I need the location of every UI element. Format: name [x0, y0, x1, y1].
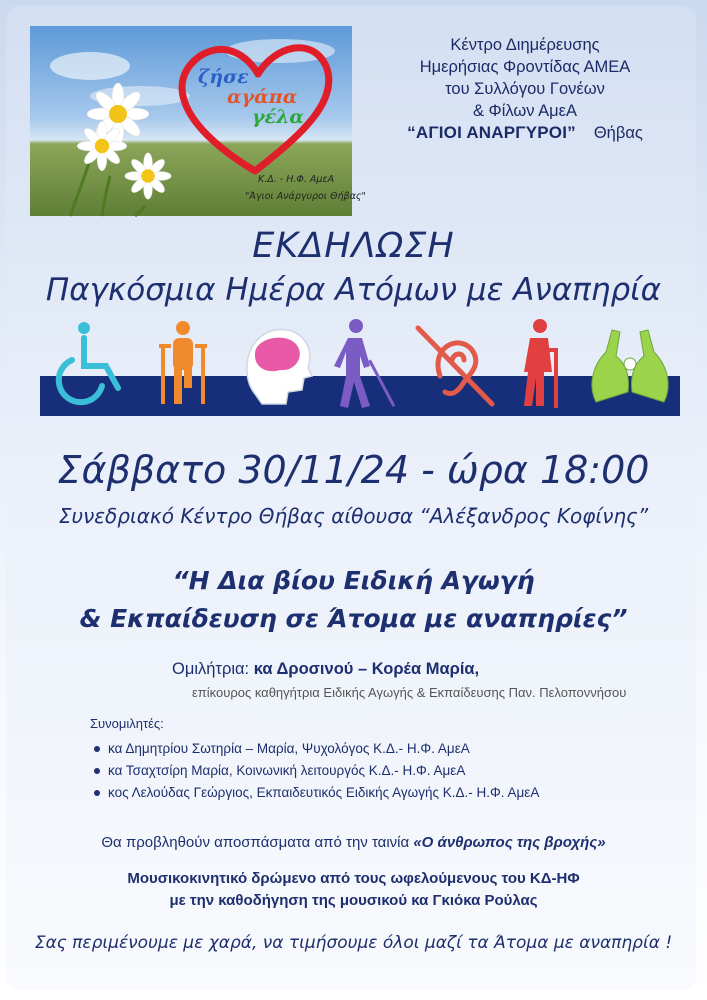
topic-line-2: & Εκπαίδευση σε Άτομα με αναπηρίες” — [79, 604, 628, 633]
topic-line-1: “Η Δια βίου Ειδική Αγωγή — [172, 566, 535, 595]
elderly-cane-icon — [524, 319, 558, 408]
logo-image — [30, 26, 366, 216]
crutches-icon — [159, 321, 207, 404]
music-line-1: Μουσικοκινητικό δρώμενο από τους ωφελούμενους του ΚΔ-ΗΦ — [127, 870, 580, 887]
list-item — [94, 782, 539, 804]
logo-caption-2: "Άγιοι Ανάργυροι Θήβας" — [245, 191, 366, 202]
event-subtitle: Παγκόσμια Ημέρα Ατόμων με Αναπηρία — [45, 272, 662, 308]
closing-message: Σας περιμένουμε με χαρά, να τιμήσουμε όλοι μαζί τα Άτομα με αναπηρία ! — [34, 933, 673, 953]
film-title: «Ο άνθρωπος της βροχής» — [413, 834, 606, 851]
music-line-2: με την καθοδήγηση της μουσικού κα Γκιόκα Ρούλας — [169, 892, 538, 909]
film-text: Θα προβληθούν αποσπάσματα από την ταινία — [101, 834, 414, 851]
sign-language-icon — [592, 330, 668, 402]
event-date-time: Σάββατο 30/11/24 - ώρα 18:00 — [57, 448, 650, 492]
speaker-label: Ομιλήτρια: — [172, 660, 250, 678]
organization-block — [380, 34, 670, 144]
org-city: Θήβας — [593, 124, 643, 142]
list-item — [94, 738, 539, 760]
slogan-word-3: γέλα — [252, 106, 305, 128]
org-name-line — [380, 122, 670, 144]
org-line-1: Κέντρο Διημέρευσης — [450, 36, 600, 54]
wheelchair-icon — [59, 322, 118, 402]
list-item — [94, 760, 539, 782]
org-line-2: Ημερήσιας Φροντίδας ΑΜΕΑ — [419, 58, 631, 76]
daisy-icon — [125, 153, 172, 200]
panel-label: Συνομιλητές: — [90, 716, 164, 731]
disability-icons-row — [40, 316, 680, 416]
panel-list — [94, 738, 539, 804]
logo-caption-1: Κ.Δ. - Η.Φ. ΑμεΑ — [258, 174, 335, 185]
speaker-line — [172, 660, 479, 679]
bullet-icon — [94, 790, 100, 796]
slogan-word-1: ζήσε — [198, 66, 249, 88]
event-venue: Συνεδριακό Κέντρο Θήβας αίθουσα “Αλέξανδρος Κοφίνης” — [58, 504, 649, 528]
panel-member: κα Τσαχτσίρη Μαρία, Κοινωνική λειτουργός Κ.Δ.- Η.Φ. ΑμεΑ — [108, 763, 466, 778]
org-line-4: & Φίλων ΑμεΑ — [472, 102, 578, 120]
slogan-word-2: αγάπα — [227, 86, 298, 108]
org-line-3: του Συλλόγου Γονέων — [445, 80, 605, 98]
org-name: “ΑΓΙΟΙ ΑΝΑΡΓΥΡΟΙ” — [407, 123, 576, 142]
blind-cane-icon — [334, 319, 395, 408]
bullet-icon — [94, 768, 100, 774]
film-line — [0, 834, 707, 851]
speaker-role: επίκουρος καθηγήτρια Ειδικής Αγωγής & Εκπαίδευσης Παν. Πελοποννήσου — [192, 685, 627, 700]
bullet-icon — [94, 746, 100, 752]
event-title: ΕΚΔΗΛΩΣΗ — [252, 226, 455, 266]
hearing-impaired-icon — [418, 328, 492, 404]
panel-member: κα Δημητρίου Σωτηρία – Μαρία, Ψυχολόγος Κ.Δ.- Η.Φ. ΑμεΑ — [108, 741, 470, 756]
brain-icon — [247, 330, 312, 404]
panel-member: κος Λελούδας Γεώργιος, Εκπαιδευτικός Ειδικής Αγωγής Κ.Δ.- Η.Φ. ΑμεΑ — [108, 785, 540, 800]
speaker-name: κα Δροσινού – Κορέα Μαρία, — [253, 660, 480, 678]
